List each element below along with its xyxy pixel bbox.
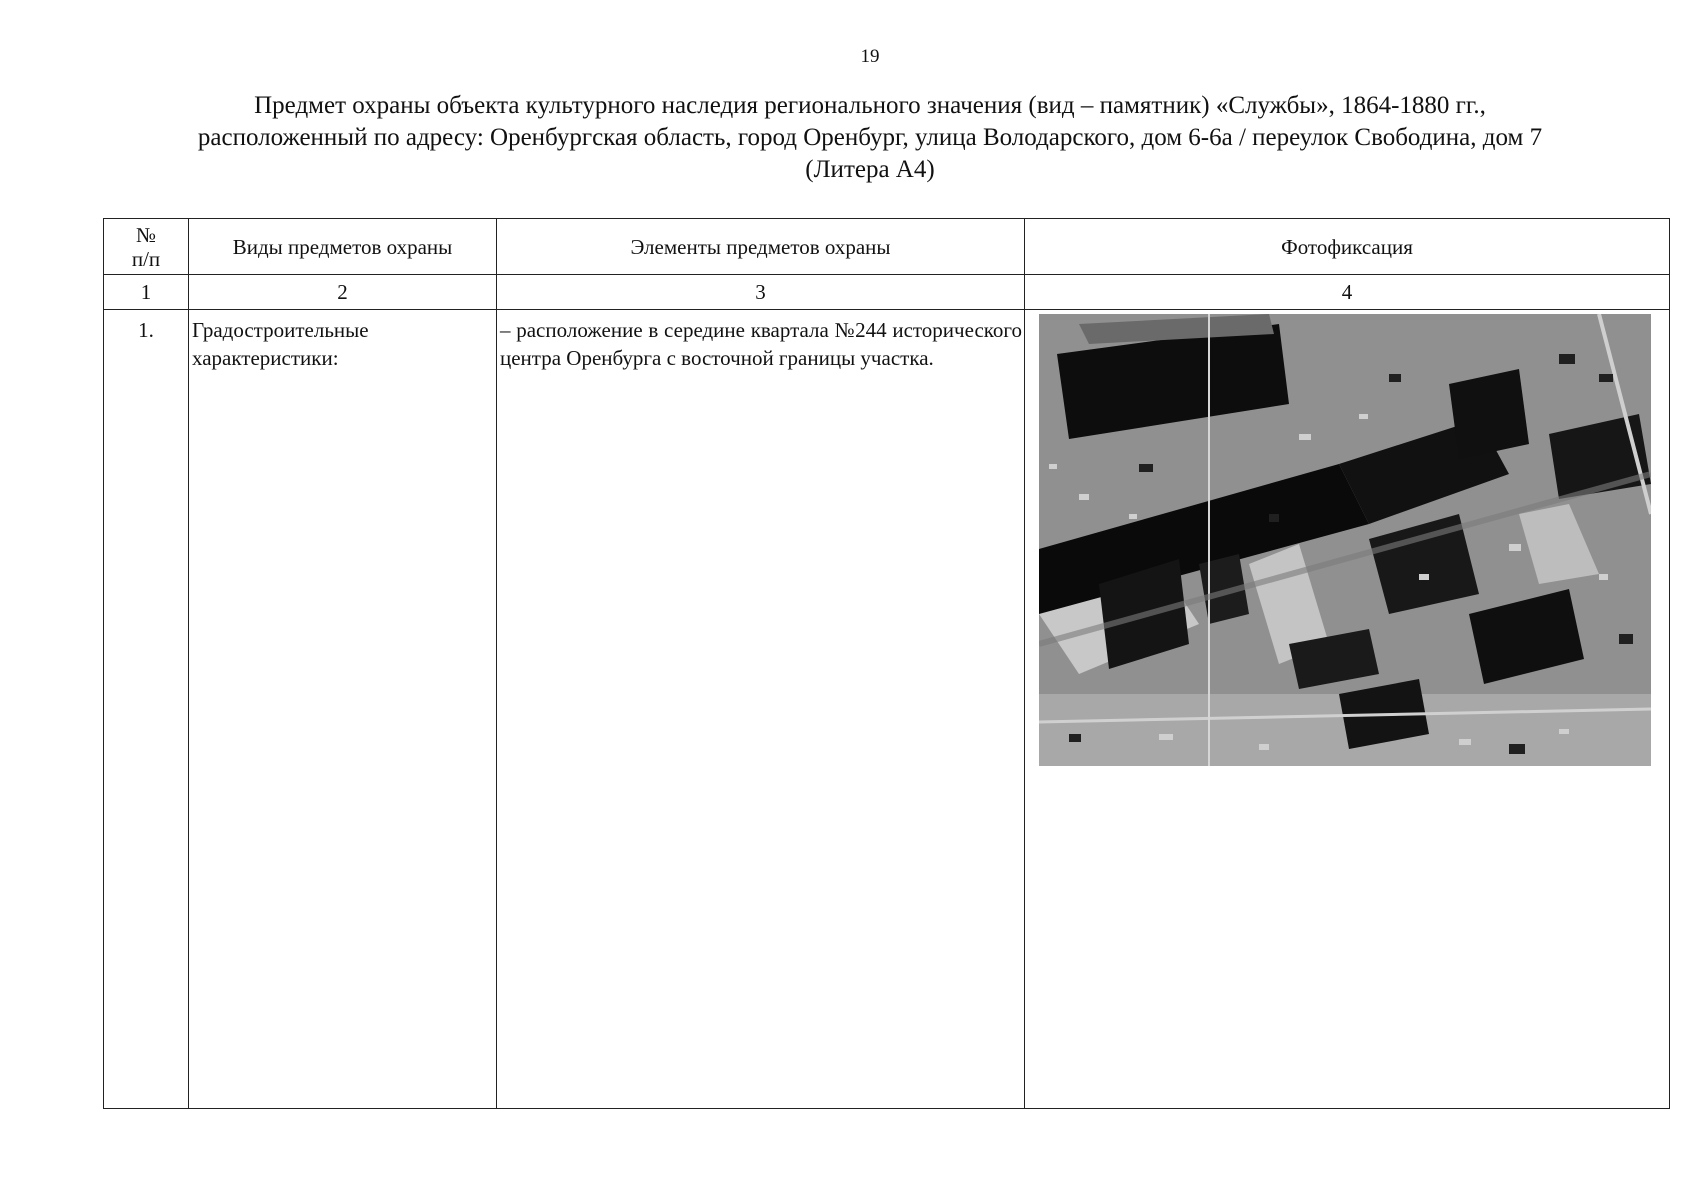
aerial-photo — [1039, 314, 1651, 766]
header-number-sign: № — [135, 222, 157, 247]
protection-table — [103, 218, 1670, 1109]
header-elements: Элементы предметов охраны — [497, 219, 1025, 275]
title-line-3: (Литера А4) — [805, 156, 935, 183]
column-number-row — [104, 275, 1670, 310]
column-number-3: 3 — [497, 275, 1025, 310]
row-number: 1. — [104, 310, 189, 1109]
column-number-1: 1 — [104, 275, 189, 310]
table-row — [104, 310, 1670, 1109]
row-elements: – расположение в середине квартала №244 исторического центра Оренбурга с восточной границы участка. — [497, 310, 1025, 1109]
column-number-4: 4 — [1025, 275, 1670, 310]
title-line-1: Предмет охраны объекта культурного наследия регионального значения (вид – памятник) «Службы», 1864-1880 гг., — [254, 92, 1486, 119]
row-photo-cell — [1025, 310, 1670, 1109]
header-kind: Виды предметов охраны — [189, 219, 497, 275]
column-number-2: 2 — [189, 275, 497, 310]
header-photo: Фотофиксация — [1025, 219, 1670, 275]
table-header-row — [104, 219, 1670, 275]
header-number — [104, 219, 189, 275]
page-number: 19 — [860, 46, 880, 67]
row-kind: Градостроительные характеристики: — [189, 310, 497, 1109]
title-line-2: расположенный по адресу: Оренбургская область, город Оренбург, улица Володарского, дом 6-6а / переулок Свободина, дом 7 — [197, 124, 1543, 151]
document-title — [90, 90, 1650, 186]
header-number-pp: п/п — [131, 246, 161, 271]
